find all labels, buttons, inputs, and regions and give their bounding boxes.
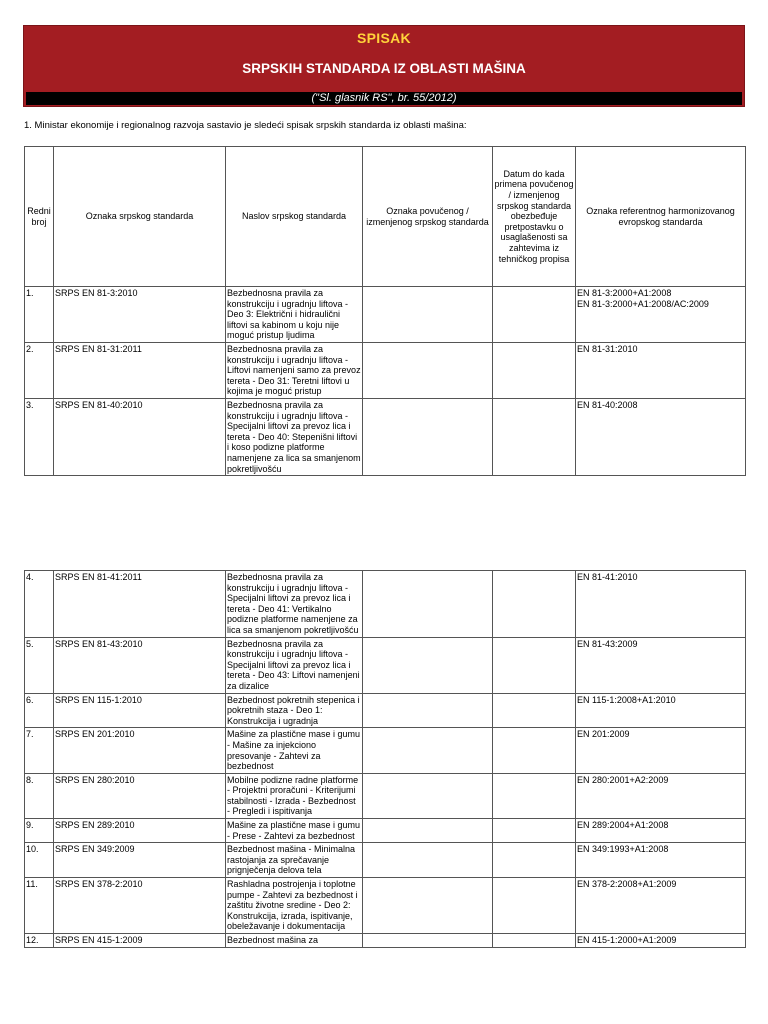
reference-standard-cell: EN 81-3:2000+A1:2008 EN 81-3:2000+A1:2008/AC:2009: [576, 287, 746, 343]
standard-code-cell: SRPS EN 378-2:2010: [54, 878, 226, 934]
standard-code-cell: SRPS EN 280:2010: [54, 773, 226, 818]
row-number-cell: 11.: [25, 878, 54, 934]
withdrawn-standard-cell: [363, 693, 493, 728]
withdrawn-standard-cell: [363, 773, 493, 818]
reference-standard-cell: EN 81-40:2008: [576, 398, 746, 475]
standard-title-cell: Mašine za plastične mase i gumu - Mašine za injekciono presovanje - Zahtevi za bezbednost: [226, 728, 363, 773]
withdrawn-standard-cell: [363, 934, 493, 948]
withdrawn-standard-cell: [363, 819, 493, 843]
table-row: [25, 637, 746, 693]
withdrawn-standard-cell: [363, 571, 493, 638]
reference-standard-cell: EN 201:2009: [576, 728, 746, 773]
standard-code-cell: SRPS EN 201:2010: [54, 728, 226, 773]
standard-title-cell: Bezbednosna pravila za konstrukciju i ugradnju liftova - Deo 3: Električni i hidraulični liftovi sa kabinom u koju nije moguć pristup ljudima: [226, 287, 363, 343]
table-row: [25, 571, 746, 638]
withdrawn-standard-cell: [363, 637, 493, 693]
standard-code-cell: SRPS EN 81-43:2010: [54, 637, 226, 693]
withdrawn-standard-cell: [363, 843, 493, 878]
validity-date-cell: [493, 728, 576, 773]
standard-title-cell: Bezbednosna pravila za konstrukciju i ugradnju liftova - Specijalni liftovi za prevoz lica i tereta - Deo 43: Liftovi namenjeni za dizalice: [226, 637, 363, 693]
table-row: [25, 287, 746, 343]
row-number-cell: 12.: [25, 934, 54, 948]
row-number-cell: 9.: [25, 819, 54, 843]
validity-date-cell: [493, 819, 576, 843]
withdrawn-standard-cell: [363, 878, 493, 934]
table-row: [25, 398, 746, 475]
withdrawn-standard-cell: [363, 398, 493, 475]
standard-title-cell: Bezbednost mašina za: [226, 934, 363, 948]
withdrawn-standard-cell: [363, 287, 493, 343]
row-number-cell: 4.: [25, 571, 54, 638]
validity-date-cell: [493, 342, 576, 398]
reference-standard-cell: EN 81-43:2009: [576, 637, 746, 693]
header-cell-reference: Oznaka referentnog harmonizovanog evropskog standarda: [576, 147, 746, 287]
table-row: [25, 773, 746, 818]
standard-code-cell: SRPS EN 115-1:2010: [54, 693, 226, 728]
row-number-cell: 5.: [25, 637, 54, 693]
reference-standard-cell: EN 115-1:2008+A1:2010: [576, 693, 746, 728]
header-title: SPISAK: [357, 30, 411, 46]
table-row: [25, 819, 746, 843]
table-row: [25, 934, 746, 948]
reference-standard-cell: EN 289:2004+A1:2008: [576, 819, 746, 843]
gazette-reference: ("Sl. glasnik RS", br. 55/2012): [26, 92, 742, 105]
standard-title-cell: Bezbednosna pravila za konstrukciju i ugradnju liftova - Specijalni liftovi za prevoz lica i tereta - Deo 40: Stepenišni liftovi i koso podizne platforme namenjene za lica sa smanjenom pokretljivošću: [226, 398, 363, 475]
standard-code-cell: SRPS EN 349:2009: [54, 843, 226, 878]
row-number-cell: 1.: [25, 287, 54, 343]
standard-code-cell: SRPS EN 415-1:2009: [54, 934, 226, 948]
header-cell-code: Oznaka srpskog standarda: [54, 147, 226, 287]
reference-standard-cell: EN 349:1993+A1:2008: [576, 843, 746, 878]
table-row: [25, 342, 746, 398]
standard-code-cell: SRPS EN 81-41:2011: [54, 571, 226, 638]
header-subtitle: SRPSKIH STANDARDA IZ OBLASTI MAŠINA: [242, 61, 526, 76]
header-cell-no: Redni broj: [25, 147, 54, 287]
table-row: [25, 878, 746, 934]
header-cell-title: Naslov srpskog standarda: [226, 147, 363, 287]
row-number-cell: 7.: [25, 728, 54, 773]
validity-date-cell: [493, 571, 576, 638]
standard-title-cell: Bezbednost pokretnih stepenica i pokretnih staza - Deo 1: Konstrukcija i ugradnja: [226, 693, 363, 728]
standard-code-cell: SRPS EN 81-31:2011: [54, 342, 226, 398]
standard-title-cell: Mašine za plastične mase i gumu - Prese - Zahtevi za bezbednost: [226, 819, 363, 843]
table-row: [25, 693, 746, 728]
standard-title-cell: Bezbednosna pravila za konstrukciju i ugradnju liftova - Specijalni liftovi za prevoz lica i tereta - Deo 41: Vertikalno podizne platforme namenjene za lica sa smanjenom pokretljivošću: [226, 571, 363, 638]
reference-standard-cell: EN 378-2:2008+A1:2009: [576, 878, 746, 934]
row-number-cell: 6.: [25, 693, 54, 728]
reference-standard-cell: EN 280:2001+A2:2009: [576, 773, 746, 818]
reference-standard-cell: EN 81-41:2010: [576, 571, 746, 638]
header-cell-withdrawn: Oznaka povučenog / izmenjenog srpskog standarda: [363, 147, 493, 287]
standard-title-cell: Mobilne podizne radne platforme - Projektni proračuni - Kriterijumi stabilnosti - Izrada - Bezbednost - Pregledi i ispitivanja: [226, 773, 363, 818]
standard-code-cell: SRPS EN 289:2010: [54, 819, 226, 843]
document-header: [23, 25, 745, 107]
validity-date-cell: [493, 287, 576, 343]
standards-table-part1: [24, 146, 746, 476]
reference-standard-cell: EN 415-1:2000+A1:2009: [576, 934, 746, 948]
row-number-cell: 10.: [25, 843, 54, 878]
validity-date-cell: [493, 773, 576, 818]
validity-date-cell: [493, 398, 576, 475]
row-number-cell: 8.: [25, 773, 54, 818]
withdrawn-standard-cell: [363, 342, 493, 398]
validity-date-cell: [493, 843, 576, 878]
validity-date-cell: [493, 878, 576, 934]
standard-title-cell: Bezbednost mašina - Minimalna rastojanja za sprečavanje prignječenja delova tela: [226, 843, 363, 878]
table-row: [25, 728, 746, 773]
validity-date-cell: [493, 934, 576, 948]
table-row: [25, 843, 746, 878]
reference-standard-cell: EN 81-31:2010: [576, 342, 746, 398]
validity-date-cell: [493, 637, 576, 693]
standards-table-part2: [24, 570, 746, 948]
header-cell-date: Datum do kada primena povučenog / izmenjenog srpskog standarda obezbeđuje pretpostavku o usaglašenosti sa zahtevima iz tehničkog propisa: [493, 147, 576, 287]
standard-code-cell: SRPS EN 81-3:2010: [54, 287, 226, 343]
standard-code-cell: SRPS EN 81-40:2010: [54, 398, 226, 475]
table-header-row: [25, 147, 746, 287]
intro-paragraph: 1. Ministar ekonomije i regionalnog razvoja sastavio je sledeći spisak srpskih standarda iz oblasti mašina:: [24, 120, 467, 131]
validity-date-cell: [493, 693, 576, 728]
standard-title-cell: Bezbednosna pravila za konstrukciju i ugradnju liftova - Liftovi namenjeni samo za prevoz tereta - Deo 31: Teretni liftovi u kojima je moguć pristup: [226, 342, 363, 398]
standard-title-cell: Rashladna postrojenja i toplotne pumpe - Zahtevi za bezbednost i zaštitu životne sredine - Deo 2: Konstrukcija, izrada, ispitivanje, obeležavanje i dokumentacija: [226, 878, 363, 934]
row-number-cell: 2.: [25, 342, 54, 398]
row-number-cell: 3.: [25, 398, 54, 475]
withdrawn-standard-cell: [363, 728, 493, 773]
